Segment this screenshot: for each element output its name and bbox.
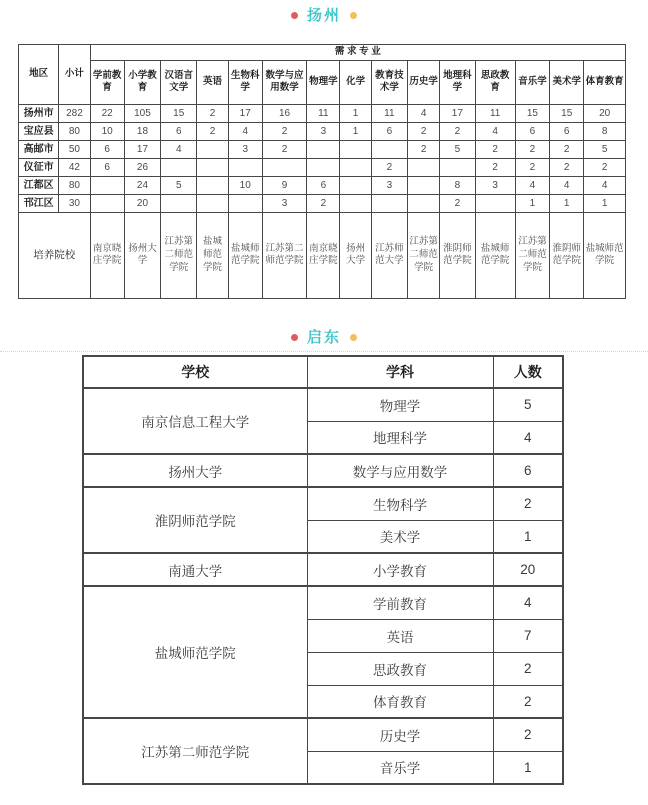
value-cell: 20 [584,104,626,122]
subtotal-cell: 282 [59,104,90,122]
value-cell: 1 [340,122,371,140]
value-cell [197,158,228,176]
college-cell: 扬州大学 [340,212,371,298]
subtotal-cell: 42 [59,158,90,176]
count-cell: 7 [493,619,563,652]
value-cell [197,140,228,158]
value-cell: 3 [475,176,515,194]
college-cell: 盐城师范学院 [584,212,626,298]
subject-header: 教育技术学 [371,60,407,104]
header-row-group [19,45,626,61]
subject-header: 汉语言文学 [161,60,197,104]
subject-cell: 物理学 [307,388,493,421]
dotted-divider [0,351,648,352]
value-cell: 5 [161,176,197,194]
subject-header: 思政教育 [475,60,515,104]
school-cell: 南京信息工程大学 [83,388,307,454]
value-cell [340,176,371,194]
value-cell: 6 [161,122,197,140]
header-row [83,356,563,388]
value-cell: 2 [550,140,584,158]
value-cell: 15 [550,104,584,122]
value-cell [340,140,371,158]
subtotal-cell: 30 [59,194,90,212]
subject-header: 物理学 [307,60,340,104]
subtotal-cell: 50 [59,140,90,158]
value-cell: 4 [228,122,262,140]
value-cell [407,176,439,194]
value-cell: 26 [124,158,160,176]
subject-header: 音乐学 [515,60,549,104]
value-cell: 2 [262,140,306,158]
value-cell: 16 [262,104,306,122]
subject-cell: 美术学 [307,520,493,553]
value-cell [197,194,228,212]
value-cell: 2 [475,158,515,176]
value-cell: 20 [124,194,160,212]
value-cell: 4 [515,176,549,194]
subject-header: 小学教育 [124,60,160,104]
subject-header: 美术学 [550,60,584,104]
table-row [19,140,626,158]
col-header-school: 学校 [83,356,307,388]
value-cell: 2 [371,158,407,176]
value-cell [90,194,124,212]
col-header-count: 人数 [493,356,563,388]
value-cell [228,194,262,212]
value-cell: 1 [515,194,549,212]
value-cell: 11 [371,104,407,122]
value-cell: 2 [197,104,228,122]
table-row [83,718,563,751]
value-cell: 9 [262,176,306,194]
value-cell [197,176,228,194]
value-cell: 6 [515,122,549,140]
value-cell [407,194,439,212]
value-cell [161,158,197,176]
value-cell: 2 [197,122,228,140]
value-cell: 11 [307,104,340,122]
college-cell: 江苏第二师范学院 [515,212,549,298]
value-cell [475,194,515,212]
value-cell: 2 [407,140,439,158]
count-cell: 1 [493,751,563,784]
red-dot-icon [291,12,298,19]
value-cell: 2 [584,158,626,176]
subject-cell: 音乐学 [307,751,493,784]
college-cell: 江苏师范大学 [371,212,407,298]
col-header-subject: 学科 [307,356,493,388]
value-cell: 2 [475,140,515,158]
region-cell: 扬州市 [19,104,59,122]
table-row [19,158,626,176]
college-cell: 盐城师范学院 [475,212,515,298]
value-cell [407,158,439,176]
count-cell: 2 [493,487,563,520]
count-cell: 2 [493,652,563,685]
yellow-dot-icon [350,12,357,19]
region-cell: 宝应县 [19,122,59,140]
table-row [19,104,626,122]
red-dot-icon [291,334,298,341]
college-cell: 淮阴师范学院 [550,212,584,298]
value-cell: 4 [584,176,626,194]
table-row [83,586,563,619]
subject-cell: 生物科学 [307,487,493,520]
value-cell: 5 [440,140,475,158]
value-cell [262,158,306,176]
section-title-qidong [0,329,648,347]
value-cell: 2 [515,140,549,158]
value-cell: 4 [475,122,515,140]
value-cell [340,158,371,176]
group-header-demand-majors: 需 求 专 业 [90,45,625,61]
subject-header: 英语 [197,60,228,104]
school-cell: 南通大学 [83,553,307,586]
col-header-subtotal: 小计 [59,45,90,105]
value-cell: 8 [584,122,626,140]
value-cell: 5 [584,140,626,158]
value-cell: 3 [228,140,262,158]
region-cell: 江都区 [19,176,59,194]
subject-header: 历史学 [407,60,439,104]
value-cell: 2 [440,194,475,212]
college-cell: 淮阴师范学院 [440,212,475,298]
qidong-school-table [82,355,564,785]
value-cell [440,158,475,176]
region-cell: 仪征市 [19,158,59,176]
value-cell: 24 [124,176,160,194]
value-cell: 6 [371,122,407,140]
value-cell: 17 [228,104,262,122]
college-cell: 扬州大学 [124,212,160,298]
table-row [19,176,626,194]
value-cell: 2 [550,158,584,176]
value-cell: 2 [515,158,549,176]
value-cell: 22 [90,104,124,122]
subject-cell: 小学教育 [307,553,493,586]
value-cell: 105 [124,104,160,122]
count-cell: 5 [493,388,563,421]
subject-header: 化学 [340,60,371,104]
subject-cell: 历史学 [307,718,493,751]
college-cell: 南京晓庄学院 [307,212,340,298]
table-row [83,487,563,520]
table-row [19,122,626,140]
count-cell: 6 [493,454,563,487]
value-cell [340,194,371,212]
count-cell: 4 [493,421,563,454]
yellow-dot-icon [350,334,357,341]
value-cell: 4 [161,140,197,158]
college-cell: 盐城师范学院 [228,212,262,298]
value-cell: 8 [440,176,475,194]
value-cell: 18 [124,122,160,140]
value-cell: 1 [550,194,584,212]
value-cell: 6 [90,158,124,176]
value-cell: 15 [161,104,197,122]
value-cell [307,140,340,158]
header-row-subjects [19,60,626,104]
value-cell: 2 [440,122,475,140]
school-cell: 扬州大学 [83,454,307,487]
value-cell: 6 [307,176,340,194]
college-cell: 南京晓庄学院 [90,212,124,298]
value-cell: 11 [475,104,515,122]
value-cell: 3 [307,122,340,140]
value-cell: 6 [90,140,124,158]
subject-header: 生物科学 [228,60,262,104]
colleges-row [19,212,626,298]
count-cell: 4 [493,586,563,619]
value-cell [161,194,197,212]
subtotal-cell: 80 [59,176,90,194]
subject-cell: 数学与应用数学 [307,454,493,487]
value-cell: 17 [440,104,475,122]
value-cell: 17 [124,140,160,158]
value-cell: 4 [550,176,584,194]
count-cell: 20 [493,553,563,586]
table-row [83,553,563,586]
value-cell: 10 [90,122,124,140]
college-cell: 江苏第二师范学院 [161,212,197,298]
count-cell: 2 [493,685,563,718]
value-cell [228,158,262,176]
value-cell: 10 [228,176,262,194]
section-title-yangzhou [0,7,648,25]
yangzhou-demand-table [18,44,626,299]
subject-cell: 体育教育 [307,685,493,718]
subject-header: 学前教育 [90,60,124,104]
subject-cell: 英语 [307,619,493,652]
school-cell: 淮阴师范学院 [83,487,307,553]
subject-cell: 地理科学 [307,421,493,454]
value-cell: 6 [550,122,584,140]
subject-cell: 学前教育 [307,586,493,619]
region-cell: 高邮市 [19,140,59,158]
subject-header: 数学与应用数学 [262,60,306,104]
value-cell [307,158,340,176]
section-title-qidong-text: 启东 [306,329,341,346]
value-cell: 1 [340,104,371,122]
value-cell [371,194,407,212]
college-cell: 江苏第二师范学院 [262,212,306,298]
section-title-yangzhou-text: 扬州 [306,7,341,24]
count-cell: 2 [493,718,563,751]
col-header-region: 地区 [19,45,59,105]
subtotal-cell: 80 [59,122,90,140]
subject-header: 体育教育 [584,60,626,104]
value-cell: 1 [584,194,626,212]
value-cell: 2 [262,122,306,140]
value-cell: 3 [262,194,306,212]
school-cell: 盐城师范学院 [83,586,307,718]
value-cell: 4 [407,104,439,122]
value-cell: 2 [407,122,439,140]
college-cell: 江苏第二师范学院 [407,212,439,298]
table-row [83,454,563,487]
value-cell: 15 [515,104,549,122]
college-cell: 盐城师范学院 [197,212,228,298]
subject-header: 地理科学 [440,60,475,104]
value-cell [90,176,124,194]
table-row [83,388,563,421]
school-cell: 江苏第二师范学院 [83,718,307,784]
colleges-row-label: 培养院校 [19,212,91,298]
table-row [19,194,626,212]
value-cell: 2 [307,194,340,212]
value-cell: 3 [371,176,407,194]
value-cell [371,140,407,158]
count-cell: 1 [493,520,563,553]
subject-cell: 思政教育 [307,652,493,685]
region-cell: 邗江区 [19,194,59,212]
